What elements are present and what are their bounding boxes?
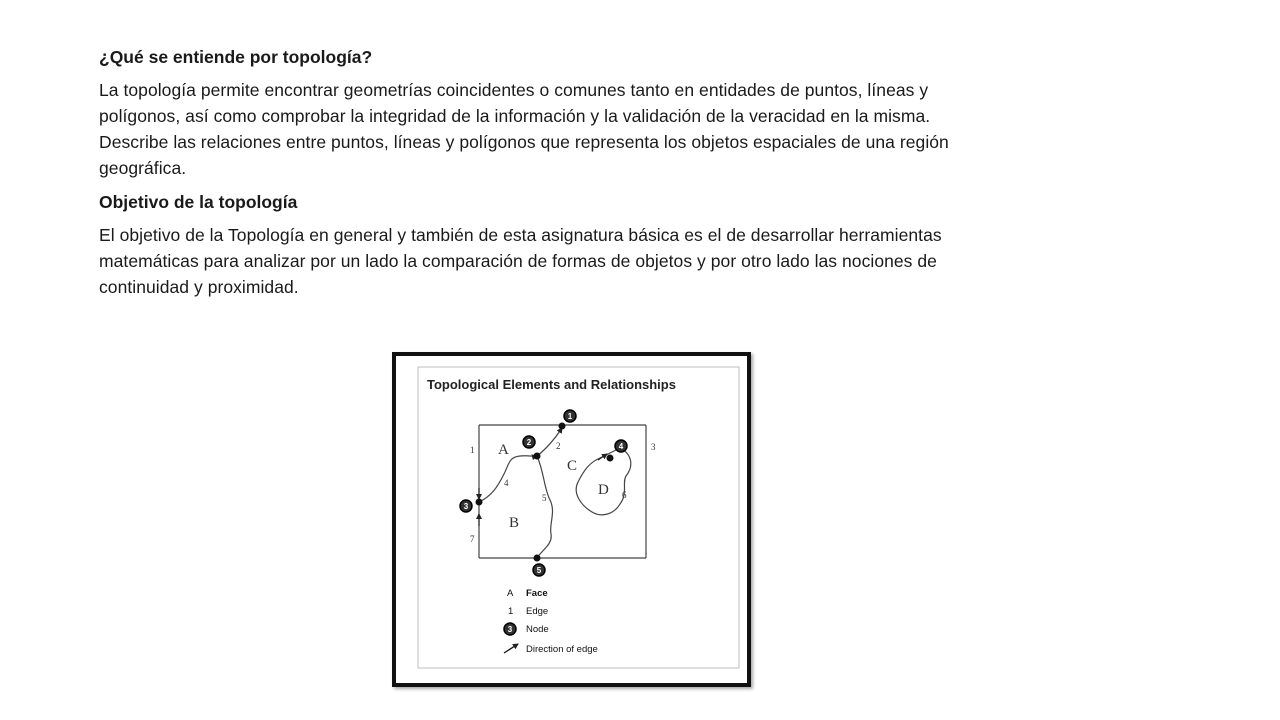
node-dot [559,423,566,430]
svg-text:3: 3 [507,625,513,634]
face-label: D [598,482,609,498]
node-marker [523,436,535,448]
face-label: B [509,515,520,531]
arrow-icon [504,644,518,653]
edge-label: 6 [622,490,627,500]
node-dot [534,453,541,460]
topology-figure [392,352,751,687]
legend-node-label: Node [526,624,549,635]
text-line: geográfica. [99,158,187,178]
figure-frame [418,367,739,668]
svg-text:5: 5 [536,566,542,575]
edge-label: 4 [504,478,509,488]
face-label: C [567,458,578,474]
topology-paragraph [99,77,1159,181]
node-dot [476,499,483,506]
edge-label: 5 [542,493,547,503]
legend [504,588,598,655]
section-heading-objective: Objetivo de la topología [99,192,298,212]
section-heading-topology: ¿Qué se entiende por topología? [99,47,373,67]
svg-text:2: 2 [526,438,532,447]
text-line: polígonos, así como comprobar la integridad de la información y la validación de la veracidad en la misma. [99,106,931,126]
direction-arrow [598,454,607,460]
edge-label: 2 [556,441,561,451]
node-marker [460,500,472,512]
text-line: Describe las relaciones entre puntos, líneas y polígonos que representa los objetos espaciales de una región [99,132,949,152]
svg-text:1: 1 [567,412,573,421]
svg-text:3: 3 [463,502,469,511]
text-line: La topología permite encontrar geometrías coincidentes o comunes tanto en entidades de puntos, líneas y [99,80,929,100]
objective-paragraph [99,222,1159,300]
node-marker [533,564,545,576]
edge-label: 7 [470,534,475,544]
text-line: matemáticas para analizar por un lado la comparación de formas de objetos y por otro lado las nociones de [99,251,937,271]
node-dot [607,455,614,462]
edge-label: 1 [470,445,475,455]
node-marker [564,410,576,422]
text-content [99,44,1159,308]
edge-curve [537,456,552,558]
legend-edge-symbol: 1 [508,606,514,617]
figure-title: Topological Elements and Relationships [427,377,676,392]
text-line: El objetivo de la Topología en general y también de esta asignatura básica es el de desarrollar herramientas [99,225,942,245]
legend-face-label: Face [526,588,548,599]
face-label: A [498,442,509,458]
legend-edge-label: Edge [526,606,549,617]
legend-node-symbol [504,623,516,635]
text-line: continuidad y proximidad. [99,277,299,297]
legend-face-symbol: A [507,588,514,599]
legend-direction-label: Direction of edge [526,644,598,655]
edge-label: 3 [651,442,656,452]
topology-diagram [396,356,747,683]
node-dot [534,555,541,562]
node-marker [615,440,627,452]
svg-text:4: 4 [618,442,624,451]
